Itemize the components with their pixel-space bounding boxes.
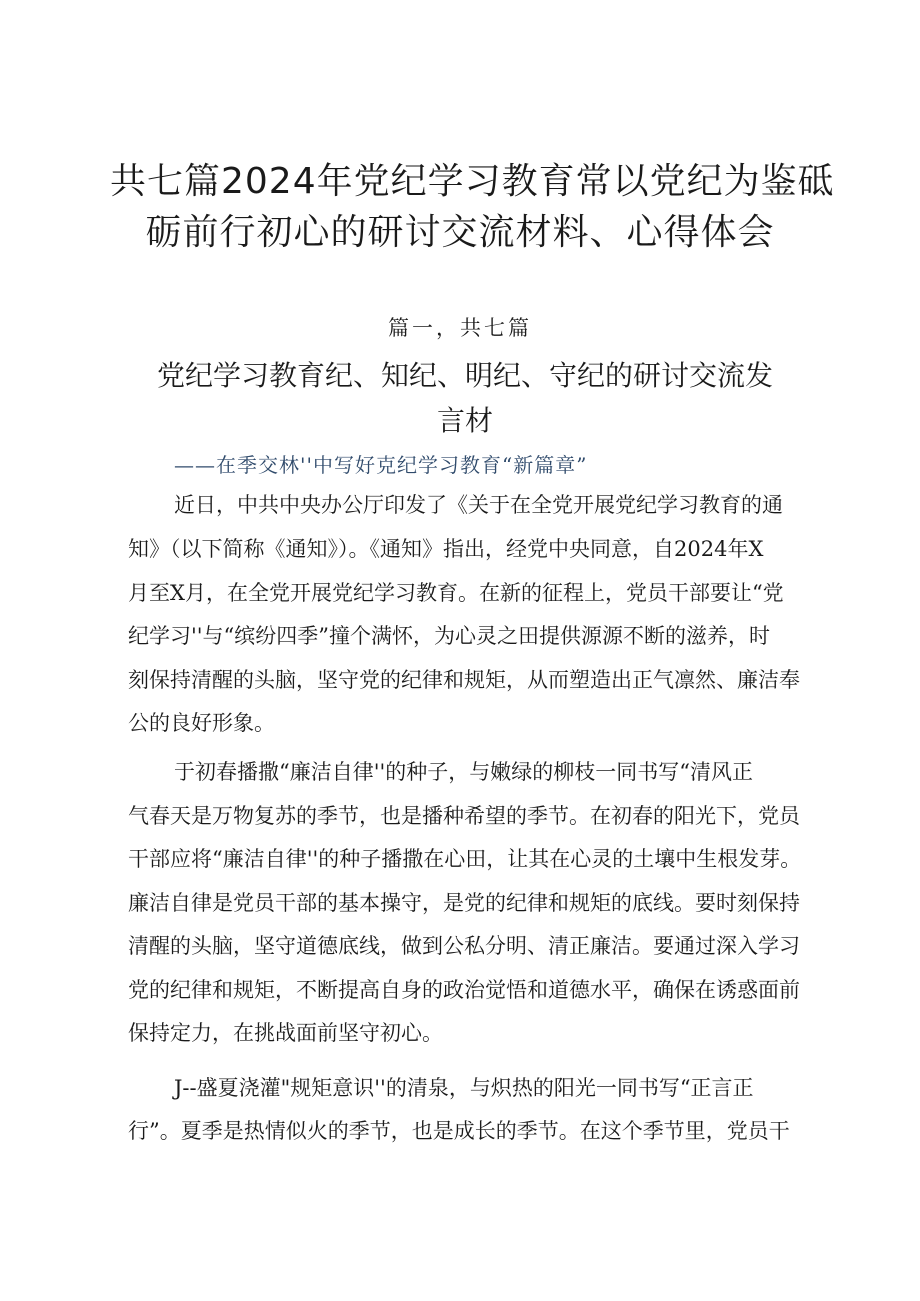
body-line: J--盛夏浇灌"规矩意识''的清泉，与炽热的阳光一同书写“正言正 — [174, 1076, 754, 1100]
body-line: 党的纪律和规矩，不断提高自身的政治觉悟和道德水平，确保在诱惑面前 — [128, 978, 800, 1002]
body-line: 廉洁自律是党员干部的基本操守，是党的纪律和规矩的底线。要时刻保持 — [128, 891, 800, 915]
body-line: 纪学习''与“缤纷四季”撞个满怀，为心灵之田提供源源不断的滋养，时 — [128, 624, 771, 648]
body-line: 近日，中共中央办公厅印发了《关于在全党开展党纪学习教育的通 — [174, 493, 783, 517]
body-line: 刻保持清醒的头脑，坚守党的纪律和规矩，从而塑造出正气凛然、廉洁奉 — [128, 668, 800, 692]
body-line: 清醒的头脑，坚守道德底线，做到公私分明、清正廉洁。要通过深入学习 — [128, 934, 800, 958]
body-line: 行”。夏季是热情似火的季节，也是成长的季节。在这个季节里，党员干 — [128, 1119, 790, 1143]
section-subtitle: ——在季交林''中写好克纪学习教育“新篇章” — [174, 453, 588, 477]
section-title-line-1: 党纪学习教育纪、知纪、明纪、守纪的研讨交流发 — [156, 359, 773, 392]
body-line: 公的良好形象。 — [128, 711, 275, 735]
document-title-line-1: 共七篇2024年党纪学习教育常以党纪为鉴砥 — [110, 161, 835, 202]
body-line: 保持定力，在挑战面前坚守初心。 — [128, 1021, 443, 1045]
body-line: 气春天是万物复苏的季节，也是播种希望的季节。在初春的阳光下，党员 — [128, 804, 800, 828]
body-line: 知》（以下简称《通知》）。《通知》指出，经党中央同意，自2024年X — [128, 537, 764, 561]
body-line: 月至X月，在全党开展党纪学习教育。在新的征程上，党员干部要让“党 — [128, 581, 784, 605]
body-line: 于初春播撒“廉洁自律''的种子，与嫩绿的柳枝一同书写“清风正 — [174, 760, 754, 784]
section-title-line-2: 言材 — [436, 404, 493, 437]
body-line: 干部应将“廉洁自律''的种子播撒在心田，让其在心灵的土壤中生根发芽。 — [128, 847, 802, 871]
document-title-line-2: 砺前行初心的研讨交流材料、心得体会 — [145, 212, 775, 253]
section-label: 篇一，共七篇 — [388, 316, 532, 340]
